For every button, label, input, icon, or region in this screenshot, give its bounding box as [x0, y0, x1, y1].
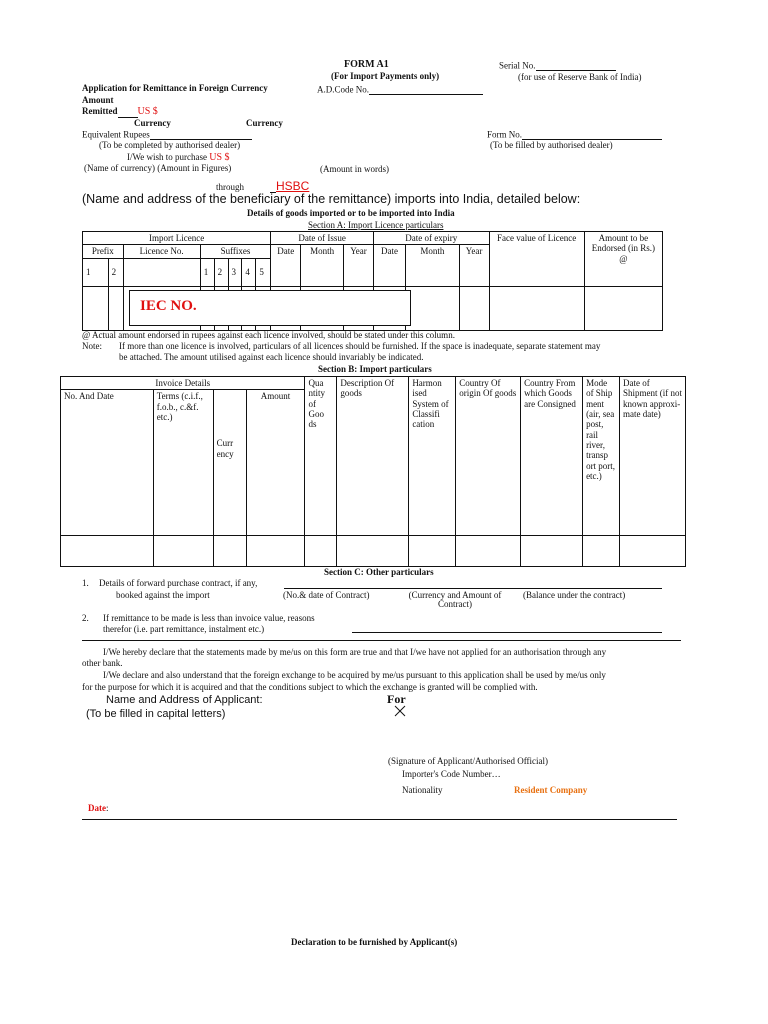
currency-header: Curr ency — [213, 390, 246, 536]
close-icon — [394, 705, 406, 719]
capital-note: (To be filled in capital letters) — [86, 708, 226, 720]
footer-heading: Declaration to be furnished by Applicant(s) — [291, 937, 458, 947]
quantity-header: Qua ntity of Goo ds — [305, 377, 337, 536]
expiry-month-header: Month — [406, 245, 460, 286]
issue-month-header: Month — [301, 245, 344, 286]
iec-box[interactable] — [129, 290, 411, 326]
currency-label-2: Currency — [246, 118, 283, 128]
suffix-num-3: 3 — [228, 258, 242, 286]
licence-no-cell[interactable] — [123, 258, 200, 286]
through-label: through — [216, 182, 244, 192]
nationality-label: Nationality — [402, 785, 443, 795]
reasons-line[interactable] — [352, 632, 662, 633]
country-consigned-header: Country From which Goods are Consigned — [521, 377, 583, 536]
item1-text: Details of forward purchase contract, if any, — [99, 578, 258, 588]
amount-header: Amount — [246, 390, 305, 536]
row-cell[interactable] — [406, 286, 460, 330]
form-no-note: (To be filled by authorised dealer) — [490, 140, 613, 150]
prefix-num-2: 2 — [108, 258, 123, 286]
suffix-num-4: 4 — [242, 258, 256, 286]
serial-no-label: Serial No. — [499, 60, 536, 71]
item1-num: 1. — [82, 578, 89, 588]
for-label: For — [387, 692, 406, 706]
form-no-field[interactable] — [522, 130, 662, 140]
note-text-2: be attached. The amount utilised against each licence should invariably be indicated. — [119, 352, 424, 362]
balance-note: (Balance under the contract) — [523, 590, 626, 600]
date-label: Date — [88, 803, 106, 813]
row-cell[interactable] — [83, 286, 109, 330]
declaration-para2: I/We declare and also understand that the foreign exchange to be acquired by me/us pursuant to this application shall be used by me/us only — [103, 670, 606, 680]
mode-shipment-header: Mode of Ship ment (air, sea post, rail river, transp ort port, etc.) — [583, 377, 620, 536]
item2-text-2: therefor (i.e. part remittance, instalment etc.) — [103, 624, 265, 634]
import-particulars-table — [60, 376, 686, 567]
prefix-num-1: 1 — [83, 258, 109, 286]
suffix-num-5: 5 — [256, 258, 271, 286]
section-b-title: Section B: Import particulars — [318, 364, 432, 374]
amount-endorsed-header: Amount to be Endorsed (in Rs.) @ — [584, 232, 662, 287]
expiry-year-header: Year — [459, 245, 489, 286]
declaration-para1: I/We hereby declare that the statements made by me/us on this form are true and that I/we have not applied for an authorisation through any — [103, 647, 607, 657]
application-heading: Application for Remittance in Foreign Currency — [82, 83, 268, 93]
date-row[interactable]: Date: — [88, 803, 109, 813]
remitted-field[interactable] — [118, 108, 138, 118]
row-cell[interactable] — [61, 536, 154, 567]
row-cell[interactable] — [620, 536, 686, 567]
form-no[interactable] — [487, 130, 662, 140]
row-cell[interactable] — [459, 286, 489, 330]
nationality-value: Resident Company — [514, 785, 588, 795]
row-cell[interactable] — [153, 536, 213, 567]
prefix-header: Prefix — [83, 245, 124, 258]
signature-label: (Signature of Applicant/Authorised Official) — [388, 756, 549, 766]
item1-sub: booked against the import — [116, 590, 210, 600]
item2-text-1: If remittance to be made is less than invoice value, reasons — [103, 613, 315, 623]
name-currency-note: (Name of currency) (Amount in Figures) — [84, 163, 232, 173]
equiv-rupees[interactable] — [82, 130, 252, 140]
row-cell[interactable] — [409, 536, 456, 567]
amount-words-note: (Amount in words) — [320, 164, 389, 174]
equiv-rupees-label: Equivalent Rupees — [82, 129, 150, 140]
date-of-issue-header: Date of Issue — [271, 232, 374, 245]
row-cell[interactable] — [246, 536, 305, 567]
iec-label: IEC NO. — [140, 298, 197, 314]
date-of-expiry-header: Date of expiry — [373, 232, 489, 245]
note-label: Note: — [82, 341, 102, 351]
row-cell[interactable] — [521, 536, 583, 567]
serial-no[interactable] — [499, 61, 616, 71]
no-date-header: No. And Date — [61, 390, 154, 536]
row-cell[interactable] — [213, 536, 246, 567]
row-cell[interactable] — [583, 536, 620, 567]
purchase-label: I/We wish to purchase — [127, 152, 208, 162]
row-cell[interactable] — [305, 536, 337, 567]
section-c-title: Section C: Other particulars — [324, 567, 434, 577]
description-header: Description Of goods — [337, 377, 409, 536]
dealer-note: (To be completed by authorised dealer) — [99, 140, 241, 150]
purchase-row — [127, 153, 230, 164]
suffix-num-2: 2 — [214, 258, 228, 286]
row-cell[interactable] — [108, 286, 123, 330]
date-shipment-header: Date of Shipment (if not known approxi- mate date) — [620, 377, 686, 536]
currency-amount-note: (Currency and Amount of Contract) — [408, 590, 502, 610]
ad-code-label: A.D.Code No. — [317, 84, 369, 95]
goods-heading: Details of goods imported or to be imported into India — [247, 208, 455, 218]
currency-label-1: Currency — [134, 118, 171, 128]
through-row — [216, 180, 309, 193]
licence-no-header: Licence No. — [123, 245, 200, 258]
form-subtitle: (For Import Payments only) — [331, 71, 440, 81]
declaration-para2b: for the purpose for which it is acquired and that the conditions subject to which the exchange is granted will be complied with. — [82, 682, 538, 692]
suffix-num-1: 1 — [200, 258, 214, 286]
forward-contract-line[interactable] — [284, 588, 662, 589]
issue-date-header: Date — [271, 245, 301, 286]
remitted-label: Remitted — [82, 106, 118, 116]
ad-code-field[interactable] — [369, 85, 483, 95]
bank-name: HSBC — [276, 179, 310, 193]
date-line — [82, 819, 677, 820]
suffixes-header: Suffixes — [200, 245, 271, 258]
at-note: @ Actual amount endorsed in rupees against each licence involved, should be stated under this column. — [82, 330, 455, 340]
serial-no-field[interactable] — [536, 61, 616, 71]
purchase-currency: US $ — [209, 152, 230, 163]
row-cell[interactable] — [337, 536, 409, 567]
section-a-title: Section A: Import Licence particulars — [308, 220, 444, 230]
note-text-1: If more than one licence is involved, particulars of all licences should be furnished. If the space is inadequate, separate statement may — [119, 341, 601, 351]
terms-header: Terms (c.i.f., f.o.b., c.&f. etc.) — [153, 390, 213, 536]
equiv-rupees-field[interactable] — [150, 130, 252, 140]
form-title: FORM A1 — [344, 59, 389, 70]
issue-year-header: Year — [344, 245, 374, 286]
row-cell[interactable] — [456, 536, 521, 567]
name-address-label: Name and Address of Applicant: — [106, 694, 263, 706]
remitted-currency: US $ — [137, 106, 158, 117]
country-origin-header: Country Of origin Of goods — [456, 377, 521, 536]
import-licence-header: Import Licence — [83, 232, 271, 245]
ad-code[interactable] — [317, 85, 483, 95]
item2-num: 2. — [82, 613, 89, 623]
beneficiary-line: (Name and address of the beneficiary of the remittance) imports into India, detailed below: — [82, 192, 581, 206]
contract-no-note: (No.& date of Contract) — [283, 590, 370, 600]
invoice-details-header: Invoice Details — [61, 377, 305, 390]
section-c-divider — [82, 640, 681, 641]
declaration-para1b: other bank. — [82, 658, 123, 668]
form-no-label: Form No. — [487, 129, 523, 140]
face-value-header: Face value of Licence — [489, 232, 584, 287]
rbi-note: (for use of Reserve Bank of India) — [518, 72, 642, 82]
row-cell[interactable] — [584, 286, 662, 330]
expiry-date-header: Date — [373, 245, 405, 286]
row-cell[interactable] — [489, 286, 584, 330]
amount-label: Amount — [82, 95, 114, 105]
importer-code: Importer's Code Number… — [402, 769, 501, 779]
harmonised-header: Harmon ised System of Classifi cation — [409, 377, 456, 536]
remitted-row — [82, 107, 158, 118]
